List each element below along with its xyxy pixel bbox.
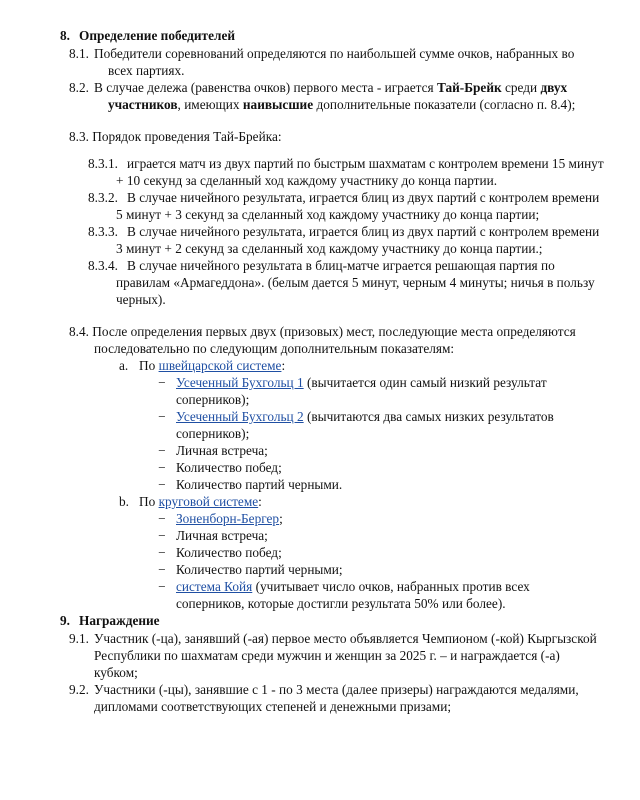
swiss-suffix: : (281, 358, 286, 373)
clause-8-1-line-1: Победители соревнований определяются по наибольшей сумме очков, набранных во (94, 46, 575, 61)
koya-system-link[interactable]: система Койя (176, 579, 253, 594)
clause-9-1-line-2: Республики по шахматам среди мужчин и женщин за 2025 г. – и награждается (-а) (94, 648, 560, 663)
clause-8-3-3-line-2: 3 минут + 2 секунд за сделанный ход каждому участнику до конца партии.; (116, 241, 543, 256)
swiss-system-item (139, 357, 285, 374)
round-robin-prefix: По (139, 494, 159, 509)
dash-bullet: − (158, 528, 166, 543)
buchholz-1-desc: (вычитается один самый низкий результат (303, 375, 547, 390)
dash-bullet: − (158, 579, 166, 594)
clause-8-3-4-number: 8.3.4. (88, 258, 118, 273)
section-8-title: Определение победителей (79, 28, 236, 43)
clause-9-1-line-3: кубком; (94, 665, 138, 680)
dash-bullet: − (158, 511, 166, 526)
clause-9-2-number: 9.2. (69, 682, 89, 697)
clause-8-3-4-line-1: В случае ничейного результата в блиц-матче играется решающая партия по (127, 258, 555, 273)
clause-9-2-line-2: дипломами соответствующих степеней и денежными призами; (94, 699, 452, 714)
buchholz-1-link[interactable]: Усеченный Бухгольц 1 (176, 375, 304, 390)
buchholz-2-item (176, 408, 554, 425)
section-9-number: 9. (60, 613, 70, 628)
clause-8-2-text-c: среди (501, 80, 541, 95)
swiss-system-link[interactable]: швейцарской системе (158, 358, 282, 373)
dash-bullet: − (158, 545, 166, 560)
sonneborn-berger-item (176, 510, 283, 527)
clause-8-2-number: 8.2. (69, 80, 89, 95)
clause-8-3-2-line-1: В случае ничейного результата, играется блиц из двух партий с контролем времени (127, 190, 600, 205)
dash-bullet: − (158, 409, 166, 424)
section-8-number: 8. (60, 28, 70, 43)
clause-8-4-line-1: 8.4. После определения первых двух (призовых) мест, последующие места определяются (69, 324, 576, 339)
clause-8-2-text-h: дополнительные показатели (согласно п. 8.4); (313, 97, 576, 112)
swiss-prefix: По (139, 358, 159, 373)
koya-system-line-2: соперников, которые достигли результата 50% или более). (176, 596, 506, 611)
buchholz-2-desc: (вычитаются два самых низких результатов (303, 409, 554, 424)
clause-8-2-line-2 (108, 96, 575, 113)
clause-8-3-1-line-1: играется матч из двух партий по быстрым шахматам с контролем времени 15 минут (127, 156, 604, 171)
sonneborn-berger-suffix: ; (279, 511, 283, 526)
rr-head-to-head: Личная встреча; (176, 528, 268, 543)
round-robin-link[interactable]: круговой системе (158, 494, 259, 509)
clause-8-2-text-a: В случае дележа (равенства очков) первого места - играется (94, 80, 437, 95)
clause-9-1-number: 9.1. (69, 631, 89, 646)
section-9-title: Награждение (79, 613, 160, 628)
clause-8-3-4-line-3: черных). (116, 292, 166, 307)
round-robin-item (139, 493, 262, 510)
koya-system-desc: (учитывает число очков, набранных против всех (252, 579, 530, 594)
clause-8-3-3-line-1: В случае ничейного результата, играется блиц из двух партий с контролем времени (127, 224, 600, 239)
dash-bullet: − (158, 460, 166, 475)
swiss-head-to-head: Личная встреча; (176, 443, 268, 458)
swiss-black-games: Количество партий черными. (176, 477, 343, 492)
round-robin-suffix: : (258, 494, 262, 509)
two-term: двух (540, 80, 568, 95)
swiss-wins-count: Количество побед; (176, 460, 282, 475)
clause-8-3-1-line-2: + 10 секунд за сделанный ход каждому участнику до конца партии. (116, 173, 498, 188)
clause-8-4-line-2: последовательно по следующим дополнительным показателям: (94, 341, 455, 356)
highest-term: наивысшие (242, 97, 314, 112)
clause-8-3-1-number: 8.3.1. (88, 156, 118, 171)
dash-bullet: − (158, 443, 166, 458)
clause-8-3-4-line-2: правилам «Армагеддона». (белым дается 5 минут, черным 4 минуты; ничья в пользу (116, 275, 595, 290)
dash-bullet: − (158, 375, 166, 390)
clause-9-2-line-1: Участники (-цы), занявшие с 1 - по 3 места (далее призеры) награждаются медалями, (94, 682, 579, 697)
dash-bullet: − (158, 477, 166, 492)
clause-8-2-text-f: , имеющих (177, 97, 243, 112)
dash-bullet: − (158, 562, 166, 577)
clause-8-3-2-line-2: 5 минут + 3 секунд за сделанный ход каждому участнику до конца партии; (116, 207, 540, 222)
buchholz-1-line-2: соперников); (176, 392, 250, 407)
clause-8-3-3-number: 8.3.3. (88, 224, 118, 239)
clause-8-3-2-number: 8.3.2. (88, 190, 118, 205)
buchholz-1-item (176, 374, 547, 391)
clause-9-1-line-1: Участник (-ца), занявший (-ая) первое место объявляется Чемпионом (-кой) Кыргызской (94, 631, 597, 646)
clause-8-1-line-2: всех партиях. (108, 63, 185, 78)
clause-8-3: 8.3. Порядок проведения Тай-Брейка: (69, 129, 282, 144)
sonneborn-berger-link[interactable]: Зоненборн-Бергер (176, 511, 280, 526)
rr-black-games: Количество партий черными; (176, 562, 343, 577)
participants-term: участников (108, 97, 178, 112)
buchholz-2-link[interactable]: Усеченный Бухгольц 2 (176, 409, 304, 424)
koya-system-item (176, 578, 530, 595)
clause-8-1-number: 8.1. (69, 46, 89, 61)
list-marker-a: a. (119, 358, 129, 373)
list-marker-b: b. (119, 494, 129, 509)
clause-8-2-line-1 (94, 79, 567, 96)
tiebreak-term: Тай-Брейк (436, 80, 502, 95)
rr-wins-count: Количество побед; (176, 545, 282, 560)
buchholz-2-line-2: соперников); (176, 426, 250, 441)
